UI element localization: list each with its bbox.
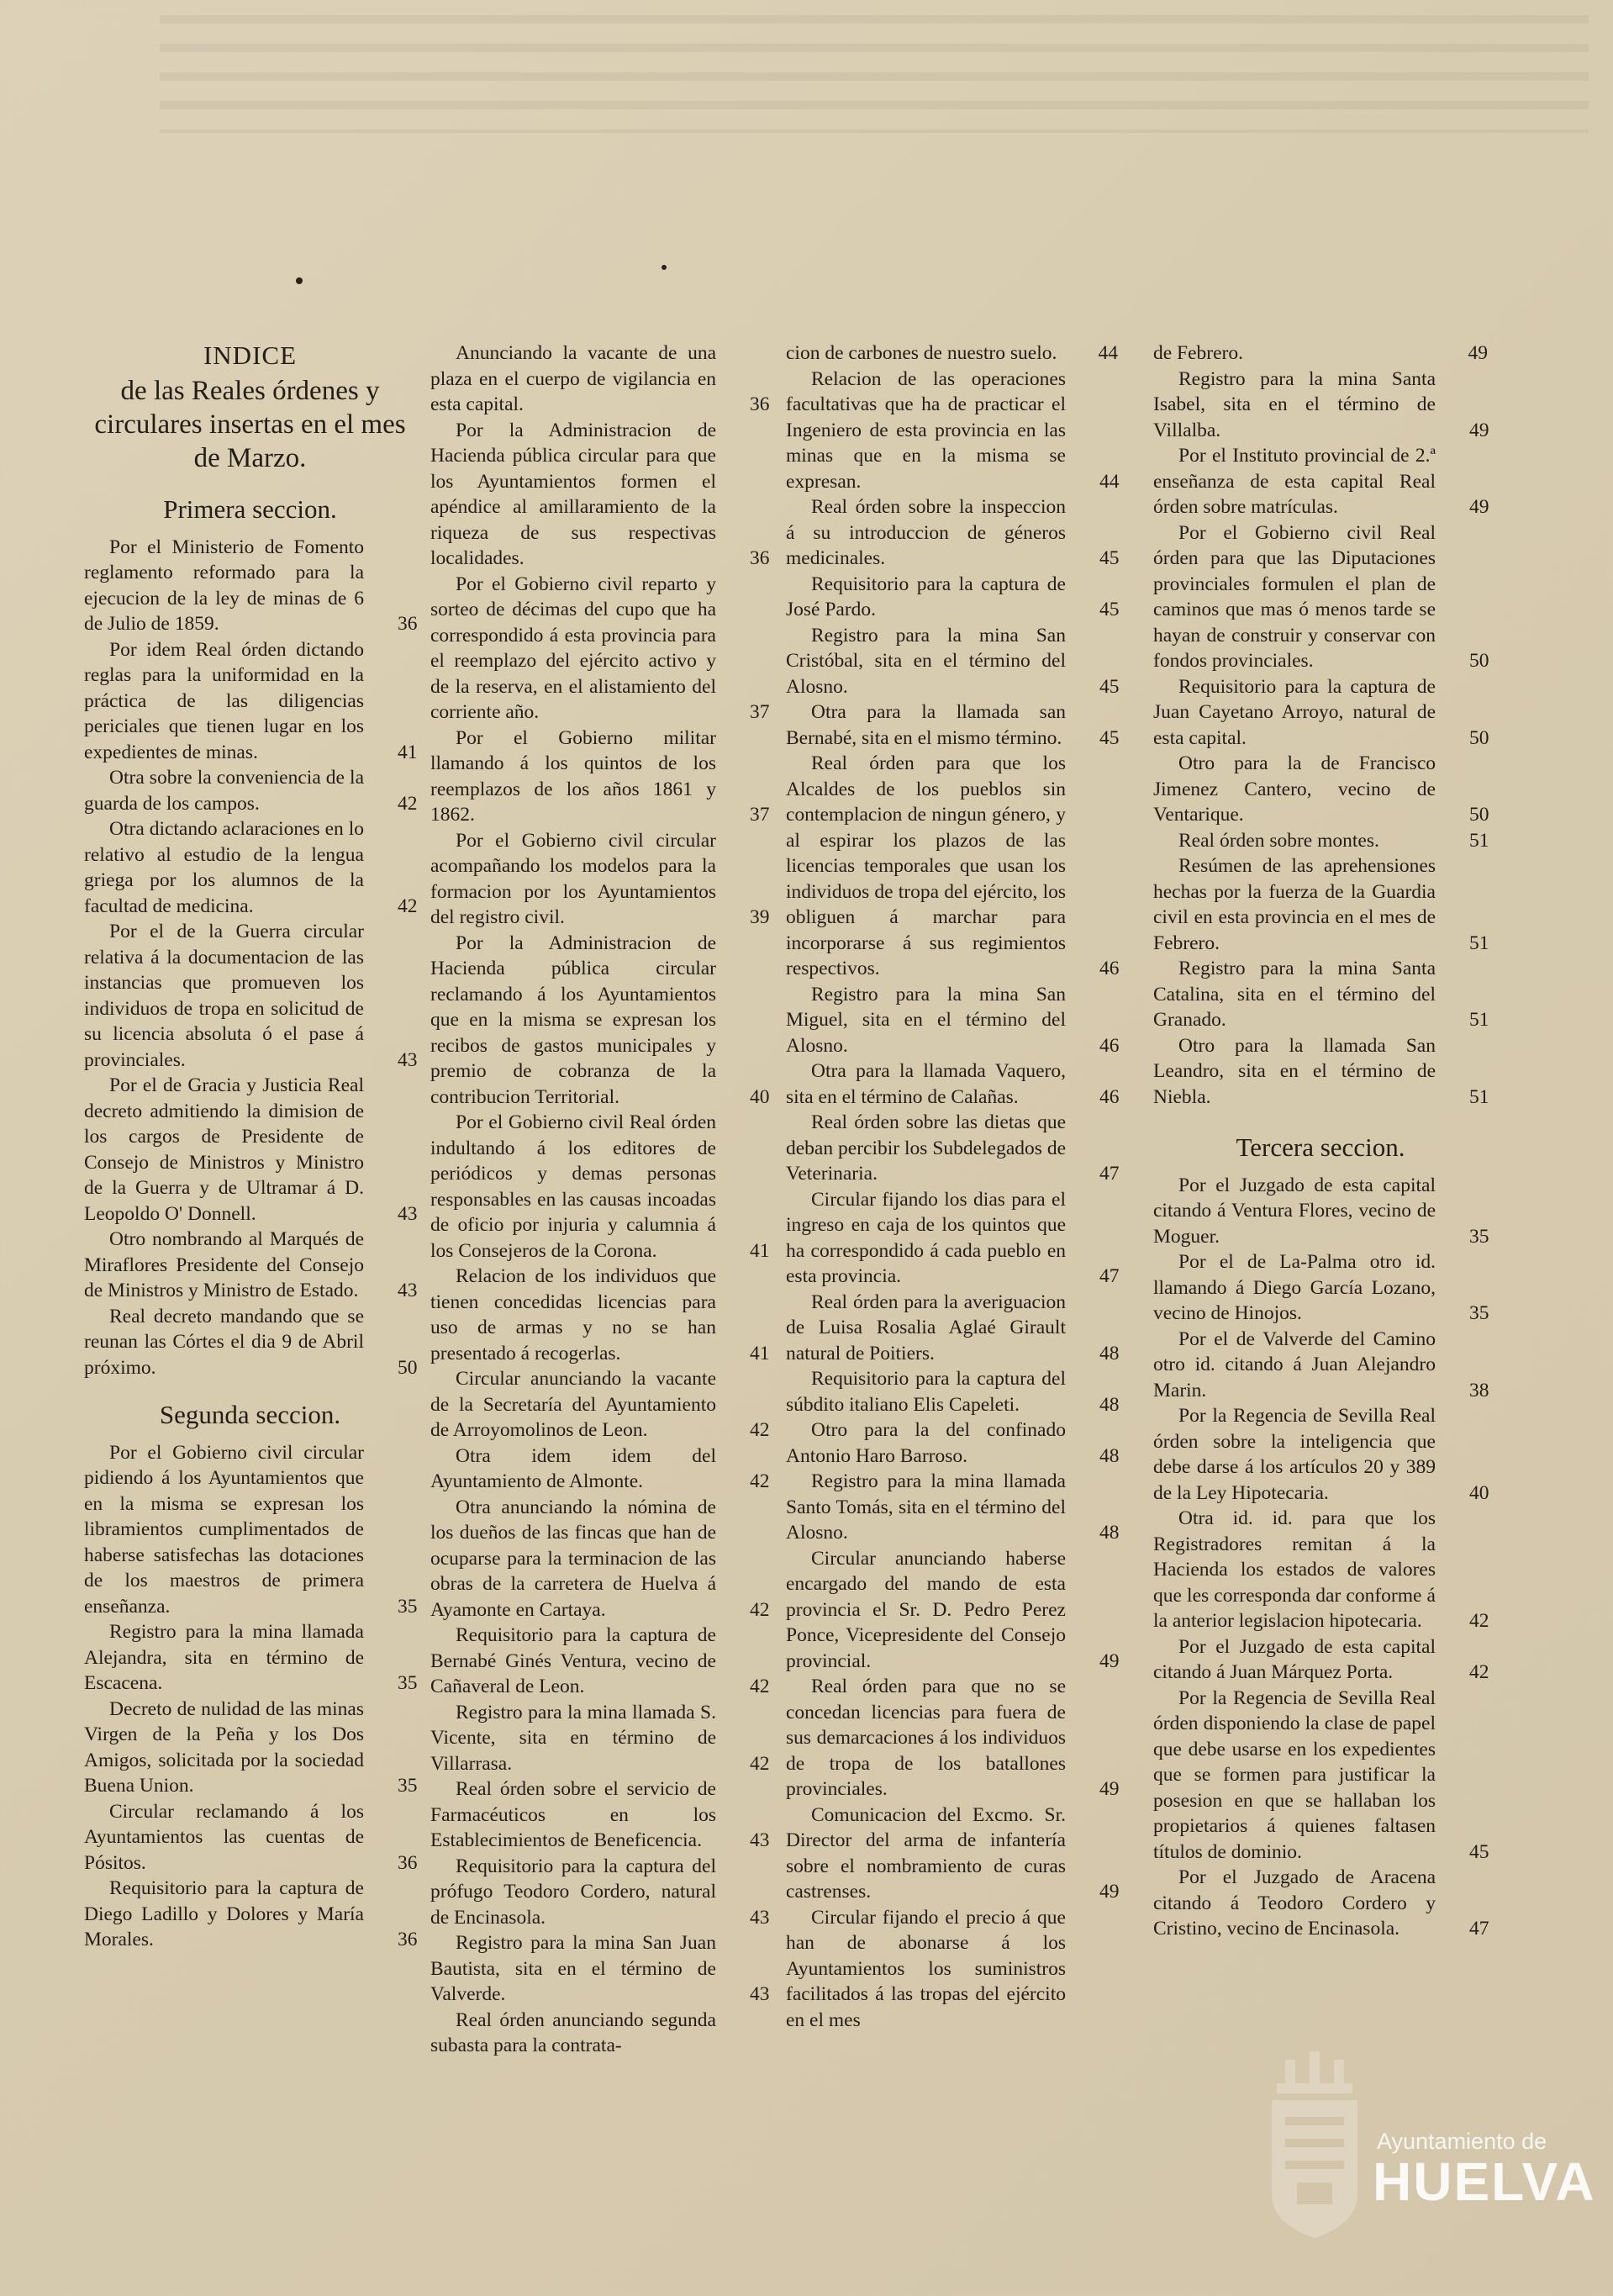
index-entry [84,816,416,919]
entry-text: Relacion de los individuos que tienen concedidas licencias para uso de armas y no se han presentado á recogerlas. [430,1265,716,1364]
index-entry [430,1700,768,1777]
entry-text: Registro para la mina Santa Isabel, sita en el término de Villalba. [1153,367,1436,441]
entry-text: Por la Regencia de Sevilla Real órden disponiendo la clase de papel que debe usarse en los expedientes que se formen para justificar la posesion en que se hallaban los propietarios á quienes faltasen títulos de dominio. [1153,1686,1436,1863]
page-number: 35 [398,1672,418,1694]
index-entry [1153,956,1488,1033]
page-number: 35 [1469,1302,1489,1324]
entry-text: Real órden sobre montes. [1178,829,1379,852]
entry-text: Registro para la mina Santa Catalina, sita en el término del Granado. [1153,958,1436,1031]
entry-text: Otro para la llamada San Leandro, sita en el término de Niebla. [1153,1034,1436,1108]
page-number: 47 [1469,1918,1489,1940]
page-number: 50 [1469,726,1489,749]
index-entry [84,1619,416,1697]
entry-text: Registro para la mina San Miguel, sita en el término del Alosno. [786,983,1066,1057]
page-number: 47 [1099,1265,1120,1287]
entry-text: Por el Gobierno militar llamando á los quintos de los reemplazos de los años 1861 y 1862. [430,726,716,826]
watermark-line-1: Ayuntamiento de [1377,2129,1547,2154]
page-number: 51 [1469,1009,1489,1031]
index-entry [1153,443,1488,520]
index-entry [786,494,1118,572]
page-number: 50 [1469,650,1489,672]
entry-text: Otra anunciando la nómina de los dueños de las fincas que han de ocuparse para la terminacion de las obras de la carretera de Huelva á Ayamonte en Cartaya. [430,1496,716,1621]
index-entry [786,982,1118,1059]
entry-text: Circular anunciando la vacante de la Secretaría del Ayuntamiento de Arroyomolinos de Leon. [430,1368,716,1441]
index-entry [786,367,1118,495]
page-number: 38 [1469,1379,1489,1401]
entry-text: Por el de Valverde del Camino otro id. citando á Juan Alejandro Marin. [1153,1327,1436,1401]
index-entry [430,340,768,418]
column-4 [1153,340,1488,1942]
index-entry [430,2008,768,2059]
page-number: 41 [750,1239,770,1262]
index-entry [786,1905,1118,2034]
page-number: 46 [1099,1034,1120,1057]
page-number: 50 [398,1356,418,1379]
entry-text: cion de carbones de nuestro suelo. [786,342,1057,364]
entry-text: Otro nombrando al Marqués de Miraflores Presidente del Consejo de Ministros y Ministro de Estado. [84,1228,364,1301]
page-number: 42 [750,1419,770,1441]
page-number: 49 [1469,419,1489,441]
ink-speck [296,277,303,284]
page-number: 44 [1099,470,1120,493]
index-entry [430,1110,768,1264]
page-number: 36 [398,1929,418,1950]
entry-text: Por el Gobierno civil Real órden para que las Diputaciones provinciales formulen el plan de caminos que mas ó menos tarde se hayan de construir y conservar con fondos provinciales. [1153,521,1436,672]
entry-text: Otro para la del confinado Antonio Haro Barroso. [786,1419,1066,1467]
entry-text: Por el Gobierno civil reparto y sorteo de décimas del cupo que ha correspondido á esta provincia para el reemplazo del ejército activo y de la reserva, en el alistamiento del corriente año. [430,573,716,723]
index-entry [84,1304,416,1381]
page-number: 42 [750,1598,770,1621]
page-number: 40 [750,1085,770,1108]
watermark-line-2: HUELVA [1373,2151,1596,2212]
index-entry [430,1930,768,2008]
index-entry [786,1110,1118,1187]
page-number: 45 [1099,726,1120,749]
index-entry [1153,1634,1488,1686]
index-entry [1153,1249,1488,1327]
page-number: 49 [1099,1649,1120,1672]
index-entry [786,340,1118,367]
index-entry [84,765,416,816]
page-number: 42 [750,1752,770,1775]
entry-text: Por el Juzgado de esta capital citando á Juan Márquez Porta. [1153,1635,1436,1683]
page-number: 42 [398,792,418,815]
page-number: 43 [398,1048,418,1071]
page-number: 43 [750,1829,770,1851]
entry-text: Relacion de las operaciones facultativas que ha de practicar el Ingeniero de esta provincia en las minas que en la misma se expresan. [786,367,1066,493]
watermark-logo [1265,2051,1596,2245]
entry-text: Circular reclamando á los Ayuntamientos las cuentas de Pósitos. [84,1800,364,1874]
index-entry [1153,520,1488,674]
entry-text: Anunciando la vacante de una plaza en el cuerpo de vigilancia en esta capital. [430,342,716,415]
page-number: 42 [750,1470,770,1492]
index-subtitle: de las Reales órdenes y circulares insertas en el mes de Marzo. [94,376,406,473]
page-number: 43 [398,1280,418,1301]
index-entry [786,1802,1118,1905]
entry-text: Registro para la mina San Juan Bautista, sita en el término de Valverde. [430,1932,716,2005]
page-number: 41 [398,741,418,763]
entry-text: Circular fijando los dias para el ingreso en caja de los quintos que ha correspondido á cada pueblo en esta provincia. [786,1188,1066,1287]
entry-text: Por el Gobierno civil circular pidiendo á los Ayuntamientos que en la misma se expresan los libramientos cumplimentados de haberse satisfechas las dotaciones de los maestros de primera enseñanza. [84,1441,364,1618]
entry-text: Requisitorio para la captura del súbdito italiano Elis Capeleti. [786,1368,1066,1416]
entry-text: Requisitorio para la captura de Diego Ladillo y Dolores y María Morales. [84,1877,364,1950]
page-number: 36 [398,1851,418,1874]
index-entry [430,828,768,931]
index-entry [84,1799,416,1876]
index-entry [430,1623,768,1700]
index-entry [430,1854,768,1931]
page-number: 51 [1469,932,1489,954]
entry-text: Requisitorio para la captura de José Pardo. [786,573,1066,620]
index-entry [430,726,768,828]
entry-list-column-4 [1153,340,1488,1110]
index-entry [786,1546,1118,1675]
page-number: 42 [750,1676,770,1697]
index-entry [1153,751,1488,828]
entry-text: Por la Administracion de Hacienda pública circular para que los Ayuntamientos formen el apéndice al amillaramiento de la riqueza de sus respectivas localidades. [430,419,716,569]
index-entry [430,572,768,726]
entry-text: Por el Juzgado de esta capital citando á Ventura Flores, vecino de Moguer. [1153,1174,1436,1248]
entry-text: Por el Ministerio de Fomento reglamento reformado para la ejecucion de la ley de minas de 6 de Julio de 1859. [84,536,364,635]
index-entry [430,1264,768,1366]
page-number: 43 [398,1202,418,1225]
index-entry [84,919,416,1073]
entry-text: Otra id. id. para que los Registradores remitan á la Hacienda los estados de valores que les corresponda dar conforme á la anterior legislacion hipotecaria. [1153,1507,1436,1632]
entry-text: Real órden sobre el servicio de Farmacéuticos en los Establecimientos de Beneficencia. [430,1778,716,1851]
index-entry [430,931,768,1111]
index-entry [1153,1686,1488,1866]
index-entry [430,418,768,572]
crest-icon [1265,2051,1364,2241]
page-number: 42 [1469,1661,1489,1683]
index-title: INDICE [203,340,298,370]
section-heading-primera: Primera seccion. [163,494,337,524]
entry-text: Decreto de nulidad de las minas Virgen de la Peña y los Dos Amigos, solicitada por la sociedad Buena Union. [84,1697,364,1797]
column-2 [430,340,768,2059]
index-entry [1153,1506,1488,1634]
entry-list-tercera [1153,1173,1488,1942]
entry-list-column-3 [786,340,1118,2033]
page-number: 39 [750,906,770,928]
section-heading-segunda: Segunda seccion. [159,1400,341,1429]
column-3 [786,340,1118,2033]
page-number: 40 [1469,1481,1489,1504]
entry-list-segunda [84,1440,416,1953]
entry-text: Registro para la mina llamada S. Vicente, sita en término de Villarrasa. [430,1701,716,1775]
entry-text: Otra para la llamada san Bernabé, sita en el mismo término. [786,701,1066,749]
entry-text: Resúmen de las aprehensiones hechas por la fuerza de la Guardia civil en esta provincia en el mes de Febrero. [1153,855,1436,954]
page-number: 48 [1099,1444,1120,1467]
index-entry [430,1366,768,1444]
page-number: 35 [1469,1225,1489,1248]
index-entry [1153,1865,1488,1942]
index-entry [786,751,1118,982]
index-entry [786,1058,1118,1110]
entry-text: Por el Gobierno civil circular acompañando los modelos para la formacion por los Ayuntamientos del registro civil. [430,829,716,928]
entry-text: Otra sobre la conveniencia de la guarda de los campos. [84,767,364,815]
entry-text: Registro para la mina llamada Alejandra, sita en término de Escacena. [84,1621,364,1694]
page-number: 35 [398,1775,418,1797]
index-entry [84,1697,416,1799]
page-number: 46 [1099,1085,1120,1108]
index-entry [1153,674,1488,752]
page-number: 45 [1099,599,1120,620]
entry-text: Circular anunciando haberse encargado del mando de esta provincia el Sr. D. Pedro Perez Ponce, Vicepresidente del Consejo provincial. [786,1547,1066,1672]
page-number: 49 [1468,342,1488,364]
index-entry [84,1227,416,1304]
page-number: 35 [398,1595,418,1618]
index-entry [786,1187,1118,1290]
entry-text: Por el de la Guerra circular relativa á la documentacion de las instancias que promueven los individuos de tropa en solicitud de su licencia absoluta ó el pase á provinciales. [84,921,364,1071]
index-entry [84,1073,416,1227]
index-entry [786,1417,1118,1469]
index-entry [1153,853,1488,956]
entry-text: Por la Administracion de Hacienda pública circular reclamando á los Ayuntamientos que en la misma se expresan los recibos de gastos municipales y premio de cobranza de la contribucion Territorial. [430,932,716,1108]
page-number: 44 [1098,342,1118,364]
index-entry [430,1444,768,1495]
entry-text: Real órden para que no se concedan licencias para fuera de sus demarcaciones á los individuos de tropa de los batallones provinciales. [786,1676,1066,1800]
bleed-through-text [160,15,1589,133]
column-1 [84,340,416,1953]
page-number: 36 [750,547,770,569]
index-entry [1153,1173,1488,1250]
page-number: 45 [1099,547,1120,569]
page-number: 36 [398,613,418,635]
index-entry [786,1290,1118,1367]
page-number: 37 [750,804,770,826]
entry-text: Requisitorio para la captura de Juan Cayetano Arroyo, natural de esta capital. [1153,675,1436,749]
entry-text: Otra dictando aclaraciones en lo relativo al estudio de la lengua griega por los alumnos de la facultad de medicina. [84,818,364,917]
page-number: 49 [1469,496,1489,518]
entry-text: Requisitorio para la captura del prófugo Teodoro Cordero, natural de Encinasola. [430,1855,716,1929]
entry-text: Real órden sobre las dietas que deban percibir los Subdelegados de Veterinaria. [786,1111,1066,1185]
index-entry [84,637,416,766]
page-number: 43 [750,1983,770,2005]
page-number: 48 [1099,1393,1120,1416]
entry-text: Otra idem idem del Ayuntamiento de Almonte. [430,1444,716,1492]
entry-text: Otra para la llamada Vaquero, sita en el término de Calañas. [786,1060,1066,1108]
index-entry [1153,367,1488,444]
page-number: 42 [1469,1610,1489,1632]
entry-text: Por el Instituto provincial de 2.ª enseñanza de esta capital Real órden sobre matrículas. [1153,445,1436,518]
index-entry [1153,1033,1488,1111]
page-number: 48 [1099,1342,1120,1364]
entry-list-primera [84,535,416,1381]
index-entry [786,1366,1118,1417]
index-entry [786,699,1118,751]
index-entry [1153,1403,1488,1506]
page-number: 50 [1469,804,1489,826]
entry-text: Real órden anunciando segunda subasta para la contrata- [430,2008,716,2056]
index-entry [430,1495,768,1623]
page-number: 43 [750,1906,770,1929]
entry-text: Registro para la mina llamada Santo Tomás, sita en el término del Alosno. [786,1470,1066,1544]
entry-text: Comunicacion del Excmo. Sr. Director del arma de infantería sobre el nombramiento de curas castrenses. [786,1803,1066,1903]
entry-text: Por el de La-Palma otro id. llamando á Diego García Lozano, vecino de Hinojos. [1153,1251,1436,1324]
page-number: 49 [1099,1881,1120,1903]
index-entry [786,623,1118,700]
index-entry [84,535,416,637]
page-number: 45 [1099,675,1120,698]
entry-text: Requisitorio para la captura de Bernabé Ginés Ventura, vecino de Cañaveral de Leon. [430,1624,716,1697]
entry-text: Circular fijando el precio á que han de abonarse á los Ayuntamientos los suministros facilitados á las tropas del ejército en el mes [786,1906,1066,2031]
index-entry [786,1674,1118,1802]
index-entry [1153,1327,1488,1404]
section-heading-tercera: Tercera seccion. [1236,1132,1405,1162]
entry-text: Real decreto mandando que se reunan las Córtes el dia 9 de Abril próximo. [84,1305,364,1379]
page-number: 42 [398,895,418,917]
page-number: 45 [1469,1840,1489,1863]
index-entry [84,1440,416,1620]
ink-speck [662,265,667,270]
index-entry [84,1876,416,1953]
page-number: 46 [1099,958,1120,979]
entry-text: Otro para la de Francisco Jimenez Cantero, vecino de Ventarique. [1153,752,1436,826]
entry-text: Por el Juzgado de Aracena citando á Teodoro Cordero y Cristino, vecino de Encinasola. [1153,1866,1436,1940]
entry-text: de Febrero. [1153,342,1244,364]
page-number: 36 [750,393,770,415]
page-number: 47 [1099,1163,1120,1185]
entry-text: Por la Regencia de Sevilla Real órden sobre la inteligencia que debe darse á los artículos 20 y 389 de la Ley Hipotecaria. [1153,1405,1436,1504]
entry-text: Real órden para que los Alcaldes de los pueblos sin contemplacion de ningun género, y al espirar los plazos de las licencias temporales que usan los individuos de tropa del ejército, los obliguen á marchar para incorporarse á sus regimientos respectivos. [786,752,1066,979]
page-number: 48 [1099,1522,1120,1544]
entry-text: Por el Gobierno civil Real órden indultando á los editores de periódicos y demas personas responsables en las causas incoadas de oficio por injuria y calumnia á los Consejeros de la Corona. [430,1111,716,1262]
page-number: 37 [750,701,770,723]
entry-list-column-2 [430,340,768,2059]
index-entry [430,1776,768,1854]
index-entry [1153,828,1488,854]
index-entry [786,572,1118,623]
index-entry [786,1469,1118,1546]
page-number: 41 [750,1342,770,1364]
page-number: 49 [1099,1778,1120,1800]
entry-text: Registro para la mina San Cristóbal, sita en el término del Alosno. [786,624,1066,698]
entry-text: Real órden sobre la inspeccion á su introduccion de géneros medicinales. [786,496,1066,569]
entry-text: Por idem Real órden dictando reglas para la uniformidad en la práctica de las diligencias periciales que tienen lugar en los expedientes de minas. [84,638,364,763]
page-number: 51 [1469,1085,1489,1108]
entry-text: Por el de Gracia y Justicia Real decreto admitiendo la dimision de los cargos de Presidente de Consejo de Ministros y Ministro de la Guerra y de Ultramar á D. Leopoldo O' Donnell. [84,1074,364,1225]
entry-text: Real órden para la averiguacion de Luisa Rosalia Aglaé Girault natural de Poitiers. [786,1291,1066,1364]
index-entry [1153,340,1488,367]
page-number: 51 [1469,829,1489,852]
